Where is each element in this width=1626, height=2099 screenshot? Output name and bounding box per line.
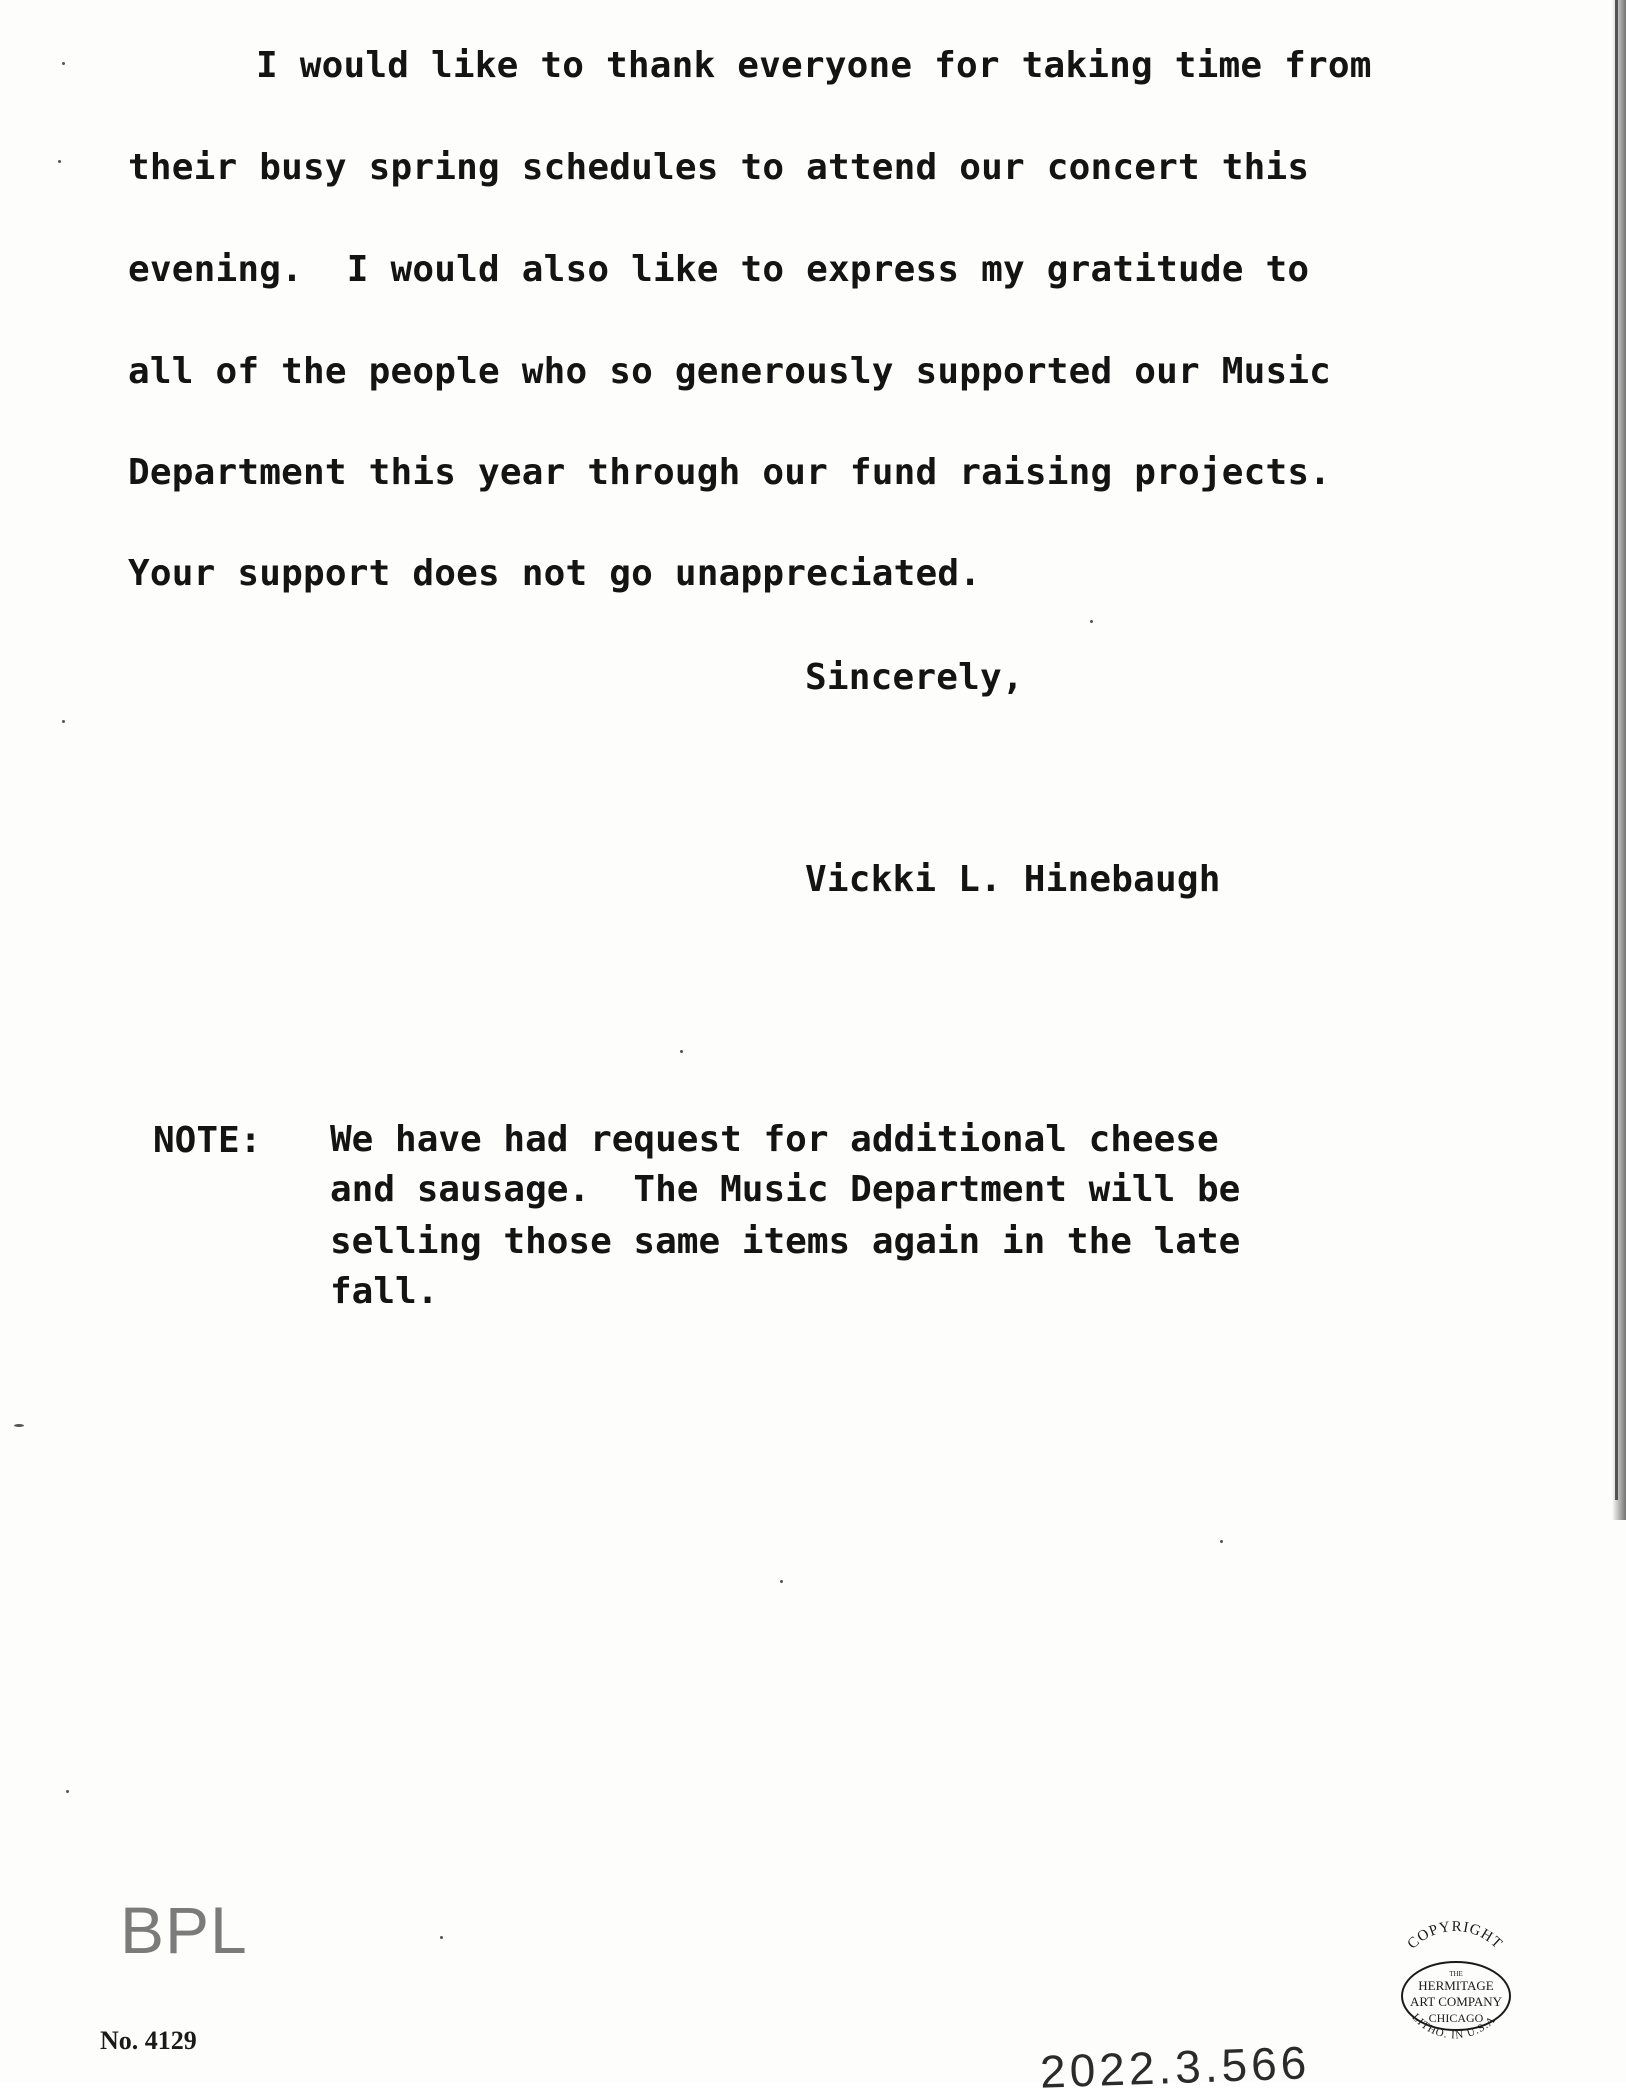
scan-speck [62, 62, 65, 65]
scan-speck [58, 160, 61, 163]
note-line-4: fall. [330, 1271, 439, 1312]
note-line-3: selling those same items again in the late [330, 1221, 1241, 1262]
scan-speck [62, 720, 65, 723]
accession-number: 2022.3.566 [1039, 2036, 1312, 2098]
seal-line-1: HERMITAGE [1418, 1978, 1494, 1993]
scan-speck [66, 1790, 69, 1793]
letter-line-3: evening. I would also like to express my gratitude to [128, 249, 1310, 290]
page-edge-line [1615, 0, 1618, 1500]
note-label: NOTE: [153, 1120, 262, 1161]
catalog-number: No. 4129 [100, 2026, 197, 2055]
seal-line-3: CHICAGO [1428, 2011, 1484, 2025]
bpl-watermark: BPL [120, 1893, 248, 1967]
scan-speck [440, 1936, 443, 1939]
seal-line-2: ART COMPANY [1409, 1994, 1503, 2009]
scan-speck [14, 1424, 24, 1427]
scan-speck [1090, 620, 1093, 623]
letter-line-4: all of the people who so generously supported our Music [128, 351, 1332, 392]
seal-top-text: COPYRIGHT [1404, 1918, 1506, 1953]
svg-text:COPYRIGHT [1405, 1919, 1506, 1953]
note-line-2: and sausage. The Music Department will be [330, 1169, 1241, 1210]
scan-speck [780, 1580, 783, 1583]
letter-line-1: I would like to thank everyone for taking time from [256, 45, 1372, 86]
seal-bottom-text: LITHO. IN U.S.A. [1409, 2011, 1501, 2042]
note-line-1: We have had request for additional cheese [330, 1119, 1219, 1160]
hermitage-seal-icon [1380, 1910, 1530, 2060]
signature-name: Vickki L. Hinebaugh [805, 859, 1221, 900]
scan-speck [680, 1050, 683, 1053]
letter-line-6: Your support does not go unappreciated. [128, 553, 982, 594]
scan-speck [1220, 1540, 1223, 1543]
closing: Sincerely, [805, 657, 1024, 698]
letter-line-2: their busy spring schedules to attend our concert this [128, 147, 1310, 188]
seal-the: THE [1449, 1970, 1463, 1978]
letter-line-5: Department this year through our fund raising projects. [128, 452, 1332, 493]
